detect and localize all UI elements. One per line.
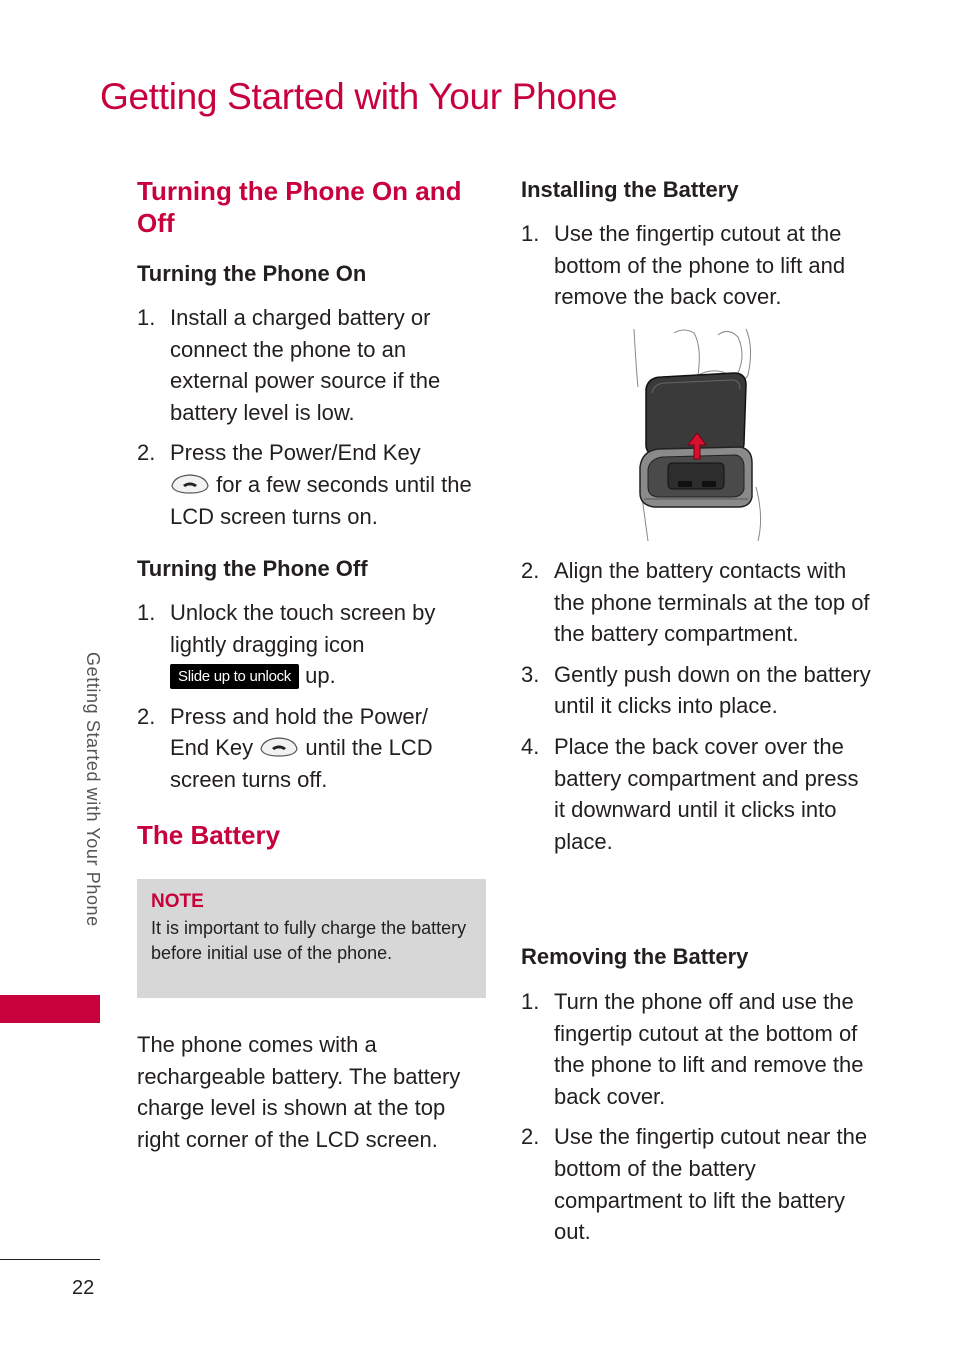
list-item	[137, 701, 460, 796]
power-end-key-label: Power/End Key	[269, 440, 421, 466]
list-item-text: Place the back cover over the battery compartment and press it downward until it clicks into place.	[554, 733, 859, 854]
list-number: 2.	[137, 703, 156, 729]
list-number: 2.	[521, 1124, 540, 1150]
list-item	[137, 302, 472, 428]
list-item-text: Align the battery contacts with the phone terminals at the top of the battery compartment.	[554, 558, 870, 647]
list-item-text: Press and hold the	[170, 703, 360, 729]
end-key-icon	[170, 473, 210, 495]
heading-installing-battery: Installing the Battery	[521, 177, 739, 202]
section-tab-marker	[0, 995, 100, 1023]
list-item	[137, 597, 440, 692]
heading-turning-phone-off: Turning the Phone Off	[137, 556, 368, 581]
note-box	[137, 879, 486, 998]
power-end-key-label: Power/ End Key	[170, 703, 429, 761]
note-text: It is important to fully charge the battery before initial use of the phone.	[151, 918, 467, 963]
installing-step-1	[521, 218, 871, 313]
list-item	[521, 555, 871, 650]
list-item-text: Use the fingertip cutout at the bottom of the phone to lift and remove the back cover.	[554, 221, 846, 310]
list-item-text: up.	[299, 663, 336, 689]
removing-steps	[521, 986, 871, 1248]
list-number: 2.	[521, 558, 540, 583]
battery-illustration	[628, 327, 778, 543]
list-number: 1.	[137, 305, 156, 330]
heading-removing-battery: Removing the Battery	[521, 944, 749, 969]
section-title-battery: The Battery	[137, 820, 281, 850]
page-number: 22	[72, 1277, 95, 1299]
list-item-text: Press the	[170, 440, 270, 466]
list-item	[521, 218, 871, 313]
phone-on-steps	[137, 302, 472, 532]
list-item-text: Use the fingertip cutout near the bottom of the battery compartment to lift the battery out.	[554, 1124, 868, 1245]
list-number: 2.	[137, 440, 156, 466]
section-title-turning-on-off: Turning the Phone On and Off	[137, 176, 462, 238]
list-number: 3.	[521, 661, 540, 687]
note-title: NOTE	[151, 891, 204, 912]
list-item	[137, 437, 472, 532]
list-item	[521, 986, 871, 1112]
page-title: Getting Started with Your Phone	[100, 76, 618, 117]
end-key-icon	[259, 736, 299, 758]
list-item	[521, 731, 871, 857]
list-number: 1.	[137, 600, 156, 625]
list-item	[521, 659, 871, 722]
list-number: 1.	[521, 989, 540, 1014]
footer-rule	[0, 1259, 100, 1260]
list-item-text: Gently push down on the battery until it clicks into place.	[554, 661, 871, 719]
list-item-text: for a few seconds until the LCD screen turns on.	[170, 471, 472, 529]
list-number: 4.	[521, 733, 540, 759]
slide-up-to-unlock-icon: Slide up to unlock	[170, 664, 299, 689]
list-item	[521, 1121, 871, 1247]
list-item-text: Install a charged battery or connect the phone to an external power source if the battery level is low.	[170, 305, 441, 425]
side-section-label: Getting Started with Your Phone	[83, 652, 103, 927]
list-number: 1.	[521, 221, 540, 246]
phone-off-steps	[137, 597, 472, 796]
heading-turning-phone-on: Turning the Phone On	[137, 261, 367, 286]
list-item-text: Turn the phone off and use the fingertip cutout at the bottom of the phone to lift and remove the back cover.	[554, 989, 864, 1109]
list-item-text: Unlock the touch screen by lightly dragging icon	[170, 600, 436, 657]
list-item-text: until the LCD screen turns off.	[170, 735, 433, 792]
installing-steps-2-4	[521, 555, 871, 857]
battery-paragraph: The phone comes with a rechargeable battery. The battery charge level is shown at the top right corner of the LCD screen.	[137, 1032, 461, 1152]
